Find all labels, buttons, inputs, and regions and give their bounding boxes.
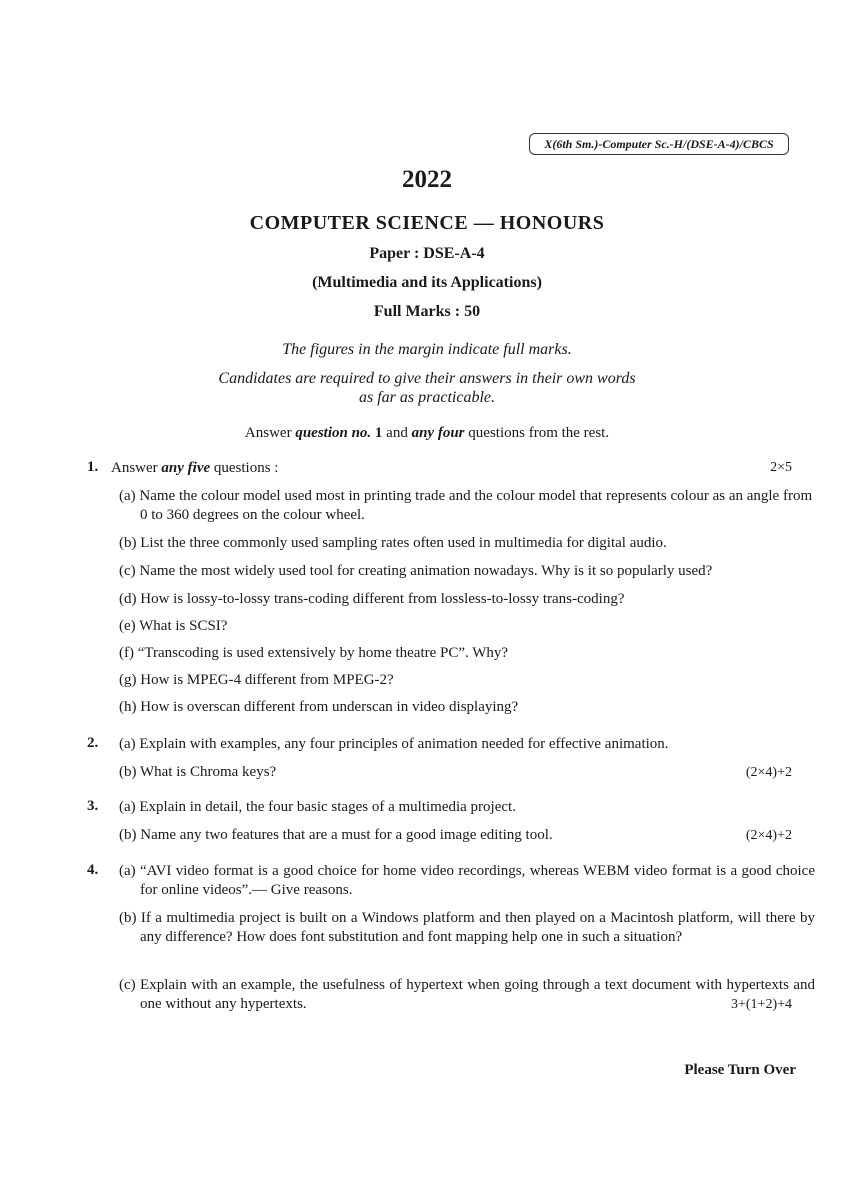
q3-part-b: (b) Name any two features that are a must for a good image editing tool. — [119, 827, 553, 843]
instruction-own-words: Candidates are required to give their answers in their own words — [218, 370, 636, 387]
q2-marks: (2×4)+2 — [745, 765, 792, 780]
paper-code: X(6th Sm.)-Computer Sc.-H/(DSE-A-4)/CBCS — [529, 133, 789, 155]
full-marks: Full Marks : 50 — [373, 303, 481, 320]
q1-part-d: (d) How is lossy-to-lossy trans-coding different from lossless-to-lossy trans-coding? — [119, 591, 625, 607]
paper-label: Paper : DSE-A-4 — [369, 245, 485, 262]
q1-prompt — [111, 459, 278, 478]
answer-suffix: questions from the rest. — [468, 425, 610, 441]
q1-prompt-suffix: questions : — [213, 460, 279, 476]
instruction-practicable: as far as practicable. — [359, 389, 495, 406]
q1-part-b: (b) List the three commonly used sampling rates often used in multimedia for digital audio. — [119, 535, 667, 551]
q1-part-a: (a) Name the colour model used most in printing trade and the colour model that represents colour as an angle from 0 to 360 degrees on the colour wheel. — [119, 488, 813, 523]
q3-marks: (2×4)+2 — [745, 828, 792, 843]
q1-part-e: (e) What is SCSI? — [119, 618, 228, 634]
answer-prefix: Answer — [244, 425, 292, 441]
q3-number: 3. — [87, 798, 99, 814]
please-turn-over: Please Turn Over — [684, 1062, 796, 1078]
q2-part-b: (b) What is Chroma keys? — [119, 764, 277, 780]
q1-part-c: (c) Name the most widely used tool for creating animation nowadays. Why is it so popularly used? — [119, 563, 713, 579]
answer-instruction — [0, 425, 854, 442]
q4-part-b: (b) If a multimedia project is built on a Windows platform and then played on a Macintosh platform, will there by any difference? How does font substitution and font mapping help one in such a situation? — [119, 910, 815, 945]
instruction-marks-note: The figures in the margin indicate full marks. — [282, 341, 572, 358]
answer-any-four: any four — [411, 425, 465, 441]
answer-question-word: question no. — [295, 425, 372, 441]
q2-part-a: (a) Explain with examples, any four principles of animation needed for effective animation. — [119, 736, 669, 752]
q4-part-c: (c) Explain with an example, the usefulness of hypertext when going through a text document with hypertexts and one without any hypertexts. — [119, 977, 815, 1012]
q1-number: 1. — [87, 459, 99, 475]
q1-part-f: (f) “Transcoding is used extensively by home theatre PC”. Why? — [119, 645, 509, 661]
exam-year: 2022 — [402, 166, 452, 193]
q1-part-h: (h) How is overscan different from underscan in video displaying? — [119, 699, 519, 715]
answer-and: and — [386, 425, 408, 441]
paper-topic: (Multimedia and its Applications) — [312, 274, 542, 291]
q3-part-a: (a) Explain in detail, the four basic stages of a multimedia project. — [119, 799, 516, 815]
answer-question-number: 1 — [374, 425, 383, 441]
subject-title: COMPUTER SCIENCE — HONOURS — [249, 212, 605, 234]
q1-part-g: (g) How is MPEG-4 different from MPEG-2? — [119, 672, 394, 688]
q4-number: 4. — [87, 862, 99, 878]
q2-number: 2. — [87, 735, 99, 751]
q4-part-a: (a) “AVI video format is a good choice for home video recordings, whereas WEBM video format is a good choice for online videos”.— Give reasons. — [119, 863, 815, 898]
q4-marks: 3+(1+2)+4 — [730, 997, 792, 1012]
q1-prompt-prefix: Answer — [111, 460, 158, 476]
q1-marks: 2×5 — [770, 460, 792, 475]
q1-prompt-emphasis: any five — [161, 460, 211, 476]
